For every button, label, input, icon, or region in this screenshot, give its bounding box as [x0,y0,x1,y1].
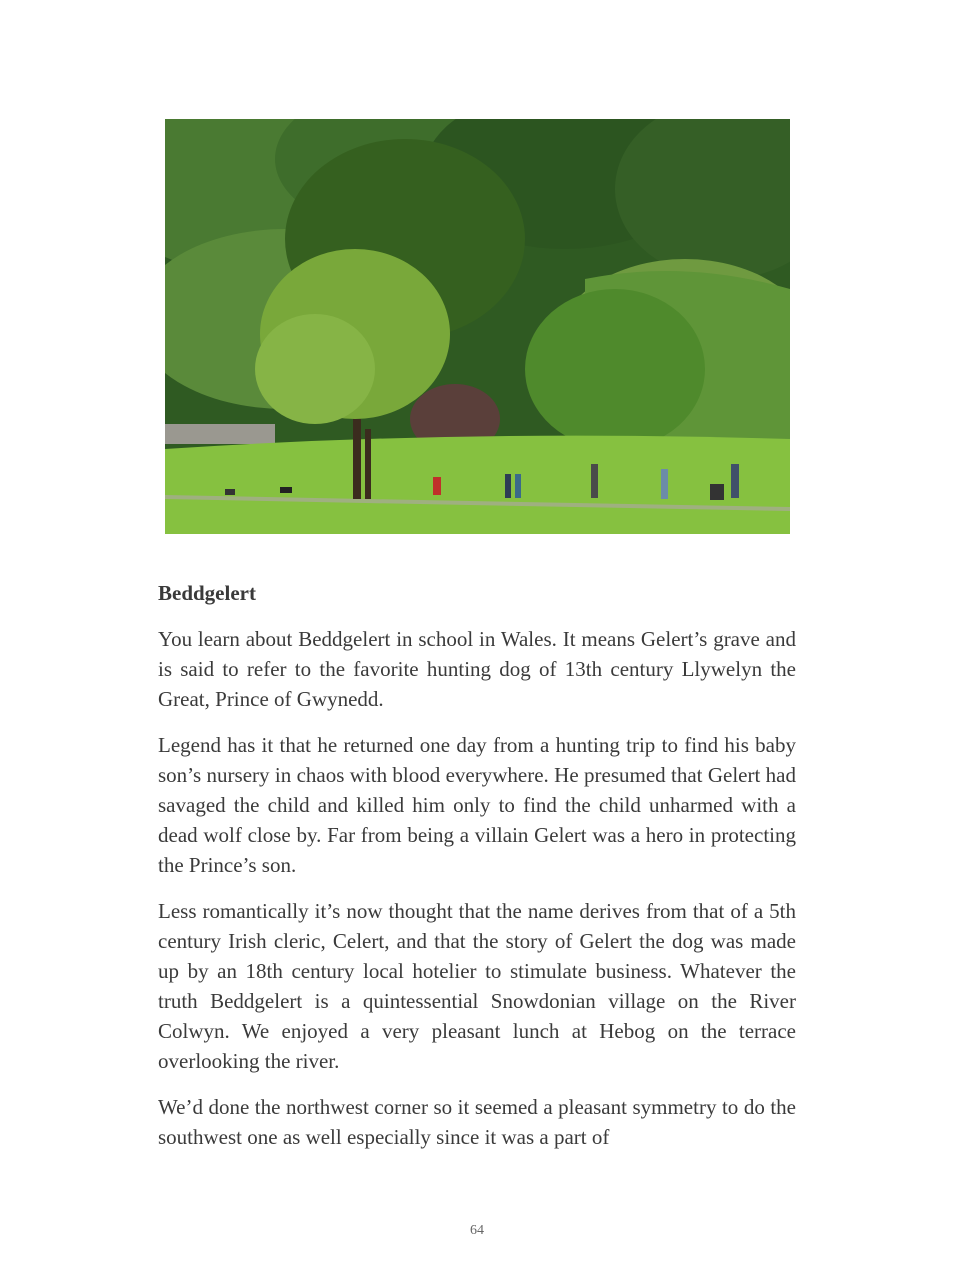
article-body [158,578,796,1168]
paragraph-1: You learn about Beddgelert in school in Wales. It means Gelert’s grave and is said to refer to the favorite hunting dog of 13th century Llywelyn the Great, Prince of Gwynedd. [158,627,796,711]
page-number: 64 [470,1223,484,1238]
landscape-photo [165,119,790,534]
section-heading: Beddgelert [158,581,256,605]
paragraph-3: Less romantically it’s now thought that the name derives from that of a 5th century Irish cleric, Celert, and that the story of Gelert the dog was made up by an 18th century local hotelier to stimulate business. Whatever the truth Beddgelert is a quintessential Snowdonian village on the River Colwyn. We enjoyed a very pleasant lunch at Hebog on the terrace overlooking the river. [158,899,796,1073]
landscape-illustration [165,119,790,534]
paragraph-4: We’d done the northwest corner so it seemed a pleasant symmetry to do the southwest one as well especially since it was a part of [158,1095,796,1149]
paragraph-2: Legend has it that he returned one day from a hunting trip to find his baby son’s nursery in chaos with blood everywhere. He presumed that Gelert had savaged the child and killed him only to find the child unharmed with a dead wolf close by. Far from being a villain Gelert was a hero in protecting the Prince’s son. [158,733,796,877]
